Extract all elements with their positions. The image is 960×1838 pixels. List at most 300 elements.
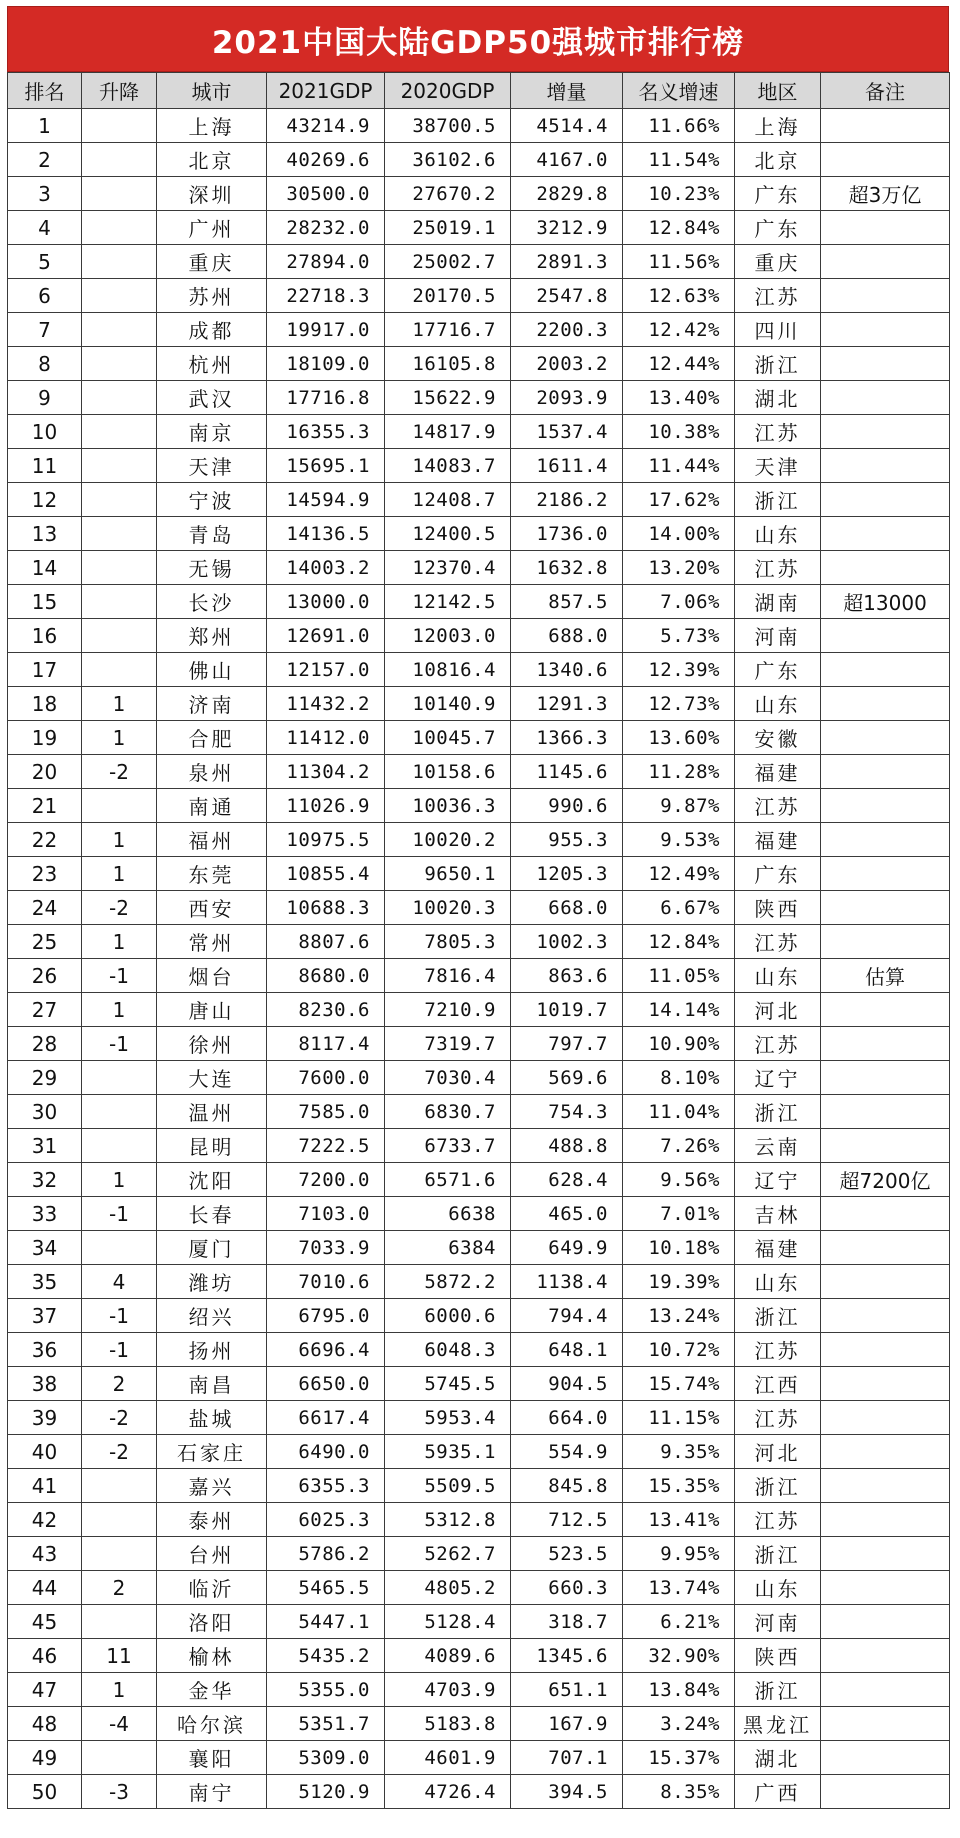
cell-change[interactable]: 1 [82, 823, 157, 857]
cell-change[interactable] [82, 585, 157, 619]
cell-city[interactable]: 长沙 [157, 585, 267, 619]
cell-gdp-2021[interactable]: 17716.8 [267, 381, 385, 415]
cell-rank[interactable]: 43 [8, 1537, 82, 1571]
cell-change[interactable] [82, 245, 157, 279]
cell-growth-rate[interactable]: 12.73% [623, 687, 735, 721]
cell-rank[interactable]: 22 [8, 823, 82, 857]
cell-change[interactable]: 1 [82, 1163, 157, 1197]
cell-growth-rate[interactable]: 12.39% [623, 653, 735, 687]
cell-growth-rate[interactable]: 12.42% [623, 313, 735, 347]
cell-city[interactable]: 徐州 [157, 1027, 267, 1061]
cell-note[interactable] [821, 313, 950, 347]
cell-gdp-2020[interactable]: 12408.7 [385, 483, 511, 517]
cell-gdp-2020[interactable]: 7210.9 [385, 993, 511, 1027]
cell-change[interactable] [82, 483, 157, 517]
cell-change[interactable]: -3 [82, 1775, 157, 1809]
cell-note[interactable] [821, 925, 950, 959]
cell-city[interactable]: 南宁 [157, 1775, 267, 1809]
cell-city[interactable]: 泰州 [157, 1503, 267, 1537]
cell-growth-rate[interactable]: 8.10% [623, 1061, 735, 1095]
cell-increase[interactable]: 2200.3 [511, 313, 623, 347]
cell-growth-rate[interactable]: 19.39% [623, 1265, 735, 1299]
cell-region[interactable]: 山东 [735, 517, 821, 551]
cell-change[interactable] [82, 1231, 157, 1265]
cell-region[interactable]: 山东 [735, 1571, 821, 1605]
cell-note[interactable] [821, 1129, 950, 1163]
cell-city[interactable]: 常州 [157, 925, 267, 959]
cell-note[interactable] [821, 687, 950, 721]
cell-note[interactable] [821, 279, 950, 313]
cell-growth-rate[interactable]: 14.00% [623, 517, 735, 551]
cell-change[interactable]: -1 [82, 959, 157, 993]
cell-increase[interactable]: 1205.3 [511, 857, 623, 891]
cell-gdp-2020[interactable]: 10816.4 [385, 653, 511, 687]
cell-change[interactable]: 1 [82, 1673, 157, 1707]
cell-city[interactable]: 北京 [157, 143, 267, 177]
cell-change[interactable]: -1 [82, 1333, 157, 1367]
cell-note[interactable] [821, 1775, 950, 1809]
cell-increase[interactable]: 628.4 [511, 1163, 623, 1197]
cell-city[interactable]: 成都 [157, 313, 267, 347]
cell-gdp-2021[interactable]: 5355.0 [267, 1673, 385, 1707]
cell-increase[interactable]: 2547.8 [511, 279, 623, 313]
cell-city[interactable]: 长春 [157, 1197, 267, 1231]
cell-growth-rate[interactable]: 8.35% [623, 1775, 735, 1809]
cell-rank[interactable]: 45 [8, 1605, 82, 1639]
cell-gdp-2021[interactable]: 22718.3 [267, 279, 385, 313]
cell-change[interactable]: 2 [82, 1367, 157, 1401]
cell-increase[interactable]: 707.1 [511, 1741, 623, 1775]
cell-gdp-2021[interactable]: 27894.0 [267, 245, 385, 279]
cell-change[interactable]: -2 [82, 1435, 157, 1469]
cell-gdp-2021[interactable]: 8230.6 [267, 993, 385, 1027]
cell-region[interactable]: 山东 [735, 1265, 821, 1299]
cell-note[interactable] [821, 1469, 950, 1503]
cell-note[interactable] [821, 619, 950, 653]
cell-growth-rate[interactable]: 6.67% [623, 891, 735, 925]
cell-rank[interactable]: 2 [8, 143, 82, 177]
cell-gdp-2020[interactable]: 9650.1 [385, 857, 511, 891]
cell-rank[interactable]: 36 [8, 1333, 82, 1367]
cell-increase[interactable]: 4514.4 [511, 109, 623, 143]
cell-growth-rate[interactable]: 11.56% [623, 245, 735, 279]
cell-note[interactable]: 超13000 [821, 585, 950, 619]
cell-increase[interactable]: 1537.4 [511, 415, 623, 449]
cell-change[interactable]: 1 [82, 925, 157, 959]
cell-city[interactable]: 广州 [157, 211, 267, 245]
cell-note[interactable] [821, 109, 950, 143]
cell-growth-rate[interactable]: 11.44% [623, 449, 735, 483]
cell-growth-rate[interactable]: 10.90% [623, 1027, 735, 1061]
cell-growth-rate[interactable]: 15.74% [623, 1367, 735, 1401]
cell-growth-rate[interactable]: 11.66% [623, 109, 735, 143]
cell-change[interactable] [82, 1061, 157, 1095]
cell-region[interactable]: 浙江 [735, 1673, 821, 1707]
cell-gdp-2021[interactable]: 5447.1 [267, 1605, 385, 1639]
cell-growth-rate[interactable]: 7.06% [623, 585, 735, 619]
cell-gdp-2021[interactable]: 15695.1 [267, 449, 385, 483]
cell-rank[interactable]: 44 [8, 1571, 82, 1605]
cell-rank[interactable]: 5 [8, 245, 82, 279]
cell-gdp-2021[interactable]: 7585.0 [267, 1095, 385, 1129]
cell-note[interactable] [821, 789, 950, 823]
cell-gdp-2020[interactable]: 10020.3 [385, 891, 511, 925]
cell-city[interactable]: 沈阳 [157, 1163, 267, 1197]
cell-rank[interactable]: 24 [8, 891, 82, 925]
cell-gdp-2021[interactable]: 5786.2 [267, 1537, 385, 1571]
cell-gdp-2021[interactable]: 6617.4 [267, 1401, 385, 1435]
cell-gdp-2021[interactable]: 7600.0 [267, 1061, 385, 1095]
cell-increase[interactable]: 660.3 [511, 1571, 623, 1605]
cell-increase[interactable]: 1736.0 [511, 517, 623, 551]
cell-region[interactable]: 重庆 [735, 245, 821, 279]
cell-change[interactable] [82, 1095, 157, 1129]
cell-region[interactable]: 上海 [735, 109, 821, 143]
cell-region[interactable]: 浙江 [735, 1095, 821, 1129]
cell-note[interactable] [821, 891, 950, 925]
cell-city[interactable]: 金华 [157, 1673, 267, 1707]
cell-gdp-2020[interactable]: 5312.8 [385, 1503, 511, 1537]
cell-region[interactable]: 江苏 [735, 1503, 821, 1537]
cell-region[interactable]: 湖北 [735, 381, 821, 415]
cell-region[interactable]: 安徽 [735, 721, 821, 755]
cell-note[interactable] [821, 1299, 950, 1333]
cell-region[interactable]: 广东 [735, 177, 821, 211]
cell-increase[interactable]: 2003.2 [511, 347, 623, 381]
cell-note[interactable] [821, 1095, 950, 1129]
cell-city[interactable]: 武汉 [157, 381, 267, 415]
cell-growth-rate[interactable]: 13.60% [623, 721, 735, 755]
cell-gdp-2021[interactable]: 5435.2 [267, 1639, 385, 1673]
cell-gdp-2020[interactable]: 4726.4 [385, 1775, 511, 1809]
cell-gdp-2021[interactable]: 5120.9 [267, 1775, 385, 1809]
cell-note[interactable] [821, 517, 950, 551]
cell-change[interactable] [82, 1503, 157, 1537]
header-gdp-2020[interactable]: 2020GDP [385, 73, 511, 109]
cell-gdp-2021[interactable]: 6355.3 [267, 1469, 385, 1503]
cell-rank[interactable]: 10 [8, 415, 82, 449]
cell-gdp-2020[interactable]: 4601.9 [385, 1741, 511, 1775]
cell-rank[interactable]: 6 [8, 279, 82, 313]
cell-city[interactable]: 宁波 [157, 483, 267, 517]
cell-gdp-2021[interactable]: 7200.0 [267, 1163, 385, 1197]
cell-growth-rate[interactable]: 13.74% [623, 1571, 735, 1605]
cell-city[interactable]: 佛山 [157, 653, 267, 687]
cell-growth-rate[interactable]: 3.24% [623, 1707, 735, 1741]
cell-change[interactable]: -1 [82, 1027, 157, 1061]
cell-note[interactable] [821, 1265, 950, 1299]
cell-region[interactable]: 辽宁 [735, 1061, 821, 1095]
cell-increase[interactable]: 1138.4 [511, 1265, 623, 1299]
cell-note[interactable] [821, 1027, 950, 1061]
cell-city[interactable]: 南通 [157, 789, 267, 823]
cell-rank[interactable]: 21 [8, 789, 82, 823]
cell-gdp-2021[interactable]: 7010.6 [267, 1265, 385, 1299]
cell-gdp-2020[interactable]: 10158.6 [385, 755, 511, 789]
cell-growth-rate[interactable]: 10.38% [623, 415, 735, 449]
cell-gdp-2020[interactable]: 10036.3 [385, 789, 511, 823]
cell-growth-rate[interactable]: 12.44% [623, 347, 735, 381]
cell-gdp-2020[interactable]: 10020.2 [385, 823, 511, 857]
cell-growth-rate[interactable]: 15.37% [623, 1741, 735, 1775]
cell-rank[interactable]: 31 [8, 1129, 82, 1163]
cell-increase[interactable]: 857.5 [511, 585, 623, 619]
header-rank[interactable]: 排名 [8, 73, 82, 109]
cell-growth-rate[interactable]: 14.14% [623, 993, 735, 1027]
cell-city[interactable]: 东莞 [157, 857, 267, 891]
cell-gdp-2021[interactable]: 7033.9 [267, 1231, 385, 1265]
cell-rank[interactable]: 16 [8, 619, 82, 653]
header-region[interactable]: 地区 [735, 73, 821, 109]
cell-region[interactable]: 北京 [735, 143, 821, 177]
cell-change[interactable] [82, 415, 157, 449]
cell-gdp-2020[interactable]: 36102.6 [385, 143, 511, 177]
cell-change[interactable] [82, 789, 157, 823]
cell-gdp-2020[interactable]: 12142.5 [385, 585, 511, 619]
cell-region[interactable]: 福建 [735, 823, 821, 857]
cell-change[interactable]: -2 [82, 755, 157, 789]
cell-change[interactable] [82, 381, 157, 415]
cell-rank[interactable]: 27 [8, 993, 82, 1027]
cell-region[interactable]: 浙江 [735, 347, 821, 381]
cell-note[interactable] [821, 721, 950, 755]
cell-gdp-2021[interactable]: 6650.0 [267, 1367, 385, 1401]
cell-region[interactable]: 广东 [735, 653, 821, 687]
cell-city[interactable]: 洛阳 [157, 1605, 267, 1639]
cell-growth-rate[interactable]: 13.84% [623, 1673, 735, 1707]
cell-growth-rate[interactable]: 13.40% [623, 381, 735, 415]
cell-gdp-2020[interactable]: 4703.9 [385, 1673, 511, 1707]
cell-gdp-2021[interactable]: 6025.3 [267, 1503, 385, 1537]
cell-increase[interactable]: 712.5 [511, 1503, 623, 1537]
header-city[interactable]: 城市 [157, 73, 267, 109]
cell-increase[interactable]: 955.3 [511, 823, 623, 857]
cell-increase[interactable]: 2829.8 [511, 177, 623, 211]
cell-rank[interactable]: 4 [8, 211, 82, 245]
cell-gdp-2020[interactable]: 16105.8 [385, 347, 511, 381]
cell-city[interactable]: 烟台 [157, 959, 267, 993]
cell-growth-rate[interactable]: 10.72% [623, 1333, 735, 1367]
cell-gdp-2020[interactable]: 7030.4 [385, 1061, 511, 1095]
cell-gdp-2021[interactable]: 6696.4 [267, 1333, 385, 1367]
cell-note[interactable] [821, 823, 950, 857]
cell-rank[interactable]: 28 [8, 1027, 82, 1061]
cell-gdp-2021[interactable]: 28232.0 [267, 211, 385, 245]
cell-growth-rate[interactable]: 9.53% [623, 823, 735, 857]
cell-gdp-2021[interactable]: 5309.0 [267, 1741, 385, 1775]
cell-increase[interactable]: 797.7 [511, 1027, 623, 1061]
cell-region[interactable]: 湖南 [735, 585, 821, 619]
cell-gdp-2020[interactable]: 12370.4 [385, 551, 511, 585]
cell-note[interactable] [821, 993, 950, 1027]
cell-region[interactable]: 山东 [735, 959, 821, 993]
cell-increase[interactable]: 1366.3 [511, 721, 623, 755]
cell-change[interactable] [82, 109, 157, 143]
cell-rank[interactable]: 35 [8, 1265, 82, 1299]
cell-region[interactable]: 浙江 [735, 1299, 821, 1333]
cell-gdp-2020[interactable]: 6638 [385, 1197, 511, 1231]
cell-region[interactable]: 云南 [735, 1129, 821, 1163]
cell-gdp-2021[interactable]: 18109.0 [267, 347, 385, 381]
cell-rank[interactable]: 17 [8, 653, 82, 687]
cell-rank[interactable]: 9 [8, 381, 82, 415]
cell-note[interactable]: 估算 [821, 959, 950, 993]
cell-gdp-2020[interactable]: 6830.7 [385, 1095, 511, 1129]
cell-region[interactable]: 江苏 [735, 279, 821, 313]
cell-change[interactable]: 2 [82, 1571, 157, 1605]
cell-city[interactable]: 哈尔滨 [157, 1707, 267, 1741]
cell-growth-rate[interactable]: 10.18% [623, 1231, 735, 1265]
cell-growth-rate[interactable]: 11.04% [623, 1095, 735, 1129]
cell-city[interactable]: 南京 [157, 415, 267, 449]
cell-region[interactable]: 江苏 [735, 415, 821, 449]
cell-note[interactable] [821, 415, 950, 449]
cell-increase[interactable]: 668.0 [511, 891, 623, 925]
cell-region[interactable]: 江苏 [735, 925, 821, 959]
cell-rank[interactable]: 20 [8, 755, 82, 789]
cell-growth-rate[interactable]: 7.01% [623, 1197, 735, 1231]
cell-change[interactable]: 1 [82, 993, 157, 1027]
cell-increase[interactable]: 554.9 [511, 1435, 623, 1469]
cell-region[interactable]: 江苏 [735, 1027, 821, 1061]
cell-gdp-2021[interactable]: 30500.0 [267, 177, 385, 211]
cell-change[interactable]: 1 [82, 687, 157, 721]
cell-change[interactable] [82, 1537, 157, 1571]
cell-gdp-2020[interactable]: 10045.7 [385, 721, 511, 755]
cell-city[interactable]: 台州 [157, 1537, 267, 1571]
cell-region[interactable]: 辽宁 [735, 1163, 821, 1197]
header-increase[interactable]: 增量 [511, 73, 623, 109]
cell-gdp-2021[interactable]: 43214.9 [267, 109, 385, 143]
cell-region[interactable]: 广西 [735, 1775, 821, 1809]
cell-increase[interactable]: 651.1 [511, 1673, 623, 1707]
cell-region[interactable]: 陕西 [735, 891, 821, 925]
cell-gdp-2020[interactable]: 27670.2 [385, 177, 511, 211]
cell-gdp-2020[interactable]: 17716.7 [385, 313, 511, 347]
cell-gdp-2020[interactable]: 6571.6 [385, 1163, 511, 1197]
cell-increase[interactable]: 569.6 [511, 1061, 623, 1095]
cell-growth-rate[interactable]: 15.35% [623, 1469, 735, 1503]
cell-rank[interactable]: 1 [8, 109, 82, 143]
cell-note[interactable] [821, 1673, 950, 1707]
cell-city[interactable]: 苏州 [157, 279, 267, 313]
cell-change[interactable] [82, 347, 157, 381]
cell-note[interactable] [821, 1707, 950, 1741]
cell-region[interactable]: 山东 [735, 687, 821, 721]
cell-region[interactable]: 广东 [735, 211, 821, 245]
cell-increase[interactable]: 167.9 [511, 1707, 623, 1741]
cell-rank[interactable]: 8 [8, 347, 82, 381]
cell-gdp-2020[interactable]: 7816.4 [385, 959, 511, 993]
cell-region[interactable]: 天津 [735, 449, 821, 483]
cell-increase[interactable]: 318.7 [511, 1605, 623, 1639]
cell-gdp-2020[interactable]: 25002.7 [385, 245, 511, 279]
cell-gdp-2020[interactable]: 4089.6 [385, 1639, 511, 1673]
cell-city[interactable]: 扬州 [157, 1333, 267, 1367]
cell-city[interactable]: 西安 [157, 891, 267, 925]
cell-gdp-2020[interactable]: 6048.3 [385, 1333, 511, 1367]
cell-note[interactable] [821, 483, 950, 517]
cell-note[interactable] [821, 1571, 950, 1605]
cell-gdp-2020[interactable]: 5872.2 [385, 1265, 511, 1299]
cell-gdp-2021[interactable]: 14594.9 [267, 483, 385, 517]
cell-change[interactable]: -1 [82, 1299, 157, 1333]
cell-rank[interactable]: 48 [8, 1707, 82, 1741]
cell-increase[interactable]: 394.5 [511, 1775, 623, 1809]
cell-growth-rate[interactable]: 5.73% [623, 619, 735, 653]
cell-increase[interactable]: 2093.9 [511, 381, 623, 415]
cell-rank[interactable]: 47 [8, 1673, 82, 1707]
cell-increase[interactable]: 2186.2 [511, 483, 623, 517]
header-growth-rate[interactable]: 名义增速 [623, 73, 735, 109]
cell-gdp-2021[interactable]: 7103.0 [267, 1197, 385, 1231]
cell-gdp-2020[interactable]: 10140.9 [385, 687, 511, 721]
cell-note[interactable] [821, 1367, 950, 1401]
cell-increase[interactable]: 1291.3 [511, 687, 623, 721]
cell-gdp-2021[interactable]: 6490.0 [267, 1435, 385, 1469]
cell-change[interactable] [82, 177, 157, 211]
cell-gdp-2021[interactable]: 10855.4 [267, 857, 385, 891]
cell-change[interactable] [82, 619, 157, 653]
cell-city[interactable]: 绍兴 [157, 1299, 267, 1333]
cell-gdp-2021[interactable]: 7222.5 [267, 1129, 385, 1163]
cell-growth-rate[interactable]: 11.54% [623, 143, 735, 177]
cell-growth-rate[interactable]: 12.84% [623, 211, 735, 245]
cell-city[interactable]: 盐城 [157, 1401, 267, 1435]
cell-city[interactable]: 青岛 [157, 517, 267, 551]
cell-gdp-2020[interactable]: 15622.9 [385, 381, 511, 415]
cell-gdp-2021[interactable]: 11304.2 [267, 755, 385, 789]
cell-growth-rate[interactable]: 7.26% [623, 1129, 735, 1163]
cell-rank[interactable]: 42 [8, 1503, 82, 1537]
cell-gdp-2020[interactable]: 38700.5 [385, 109, 511, 143]
cell-increase[interactable]: 688.0 [511, 619, 623, 653]
cell-increase[interactable]: 1002.3 [511, 925, 623, 959]
cell-note[interactable] [821, 1401, 950, 1435]
cell-rank[interactable]: 38 [8, 1367, 82, 1401]
cell-rank[interactable]: 14 [8, 551, 82, 585]
cell-gdp-2020[interactable]: 7805.3 [385, 925, 511, 959]
cell-gdp-2020[interactable]: 5509.5 [385, 1469, 511, 1503]
cell-growth-rate[interactable]: 32.90% [623, 1639, 735, 1673]
cell-change[interactable]: -1 [82, 1197, 157, 1231]
cell-growth-rate[interactable]: 13.41% [623, 1503, 735, 1537]
cell-city[interactable]: 嘉兴 [157, 1469, 267, 1503]
cell-rank[interactable]: 46 [8, 1639, 82, 1673]
cell-change[interactable] [82, 1605, 157, 1639]
cell-change[interactable]: -4 [82, 1707, 157, 1741]
cell-city[interactable]: 石家庄 [157, 1435, 267, 1469]
cell-city[interactable]: 大连 [157, 1061, 267, 1095]
cell-increase[interactable]: 1145.6 [511, 755, 623, 789]
cell-gdp-2020[interactable]: 6384 [385, 1231, 511, 1265]
cell-growth-rate[interactable]: 13.24% [623, 1299, 735, 1333]
cell-region[interactable]: 河南 [735, 1605, 821, 1639]
cell-gdp-2021[interactable]: 16355.3 [267, 415, 385, 449]
cell-city[interactable]: 南昌 [157, 1367, 267, 1401]
cell-increase[interactable]: 465.0 [511, 1197, 623, 1231]
cell-note[interactable] [821, 857, 950, 891]
cell-gdp-2020[interactable]: 5935.1 [385, 1435, 511, 1469]
cell-gdp-2021[interactable]: 12157.0 [267, 653, 385, 687]
cell-note[interactable] [821, 1639, 950, 1673]
cell-change[interactable]: 1 [82, 721, 157, 755]
cell-city[interactable]: 襄阳 [157, 1741, 267, 1775]
cell-gdp-2021[interactable]: 6795.0 [267, 1299, 385, 1333]
cell-gdp-2020[interactable]: 25019.1 [385, 211, 511, 245]
cell-change[interactable] [82, 143, 157, 177]
cell-rank[interactable]: 7 [8, 313, 82, 347]
